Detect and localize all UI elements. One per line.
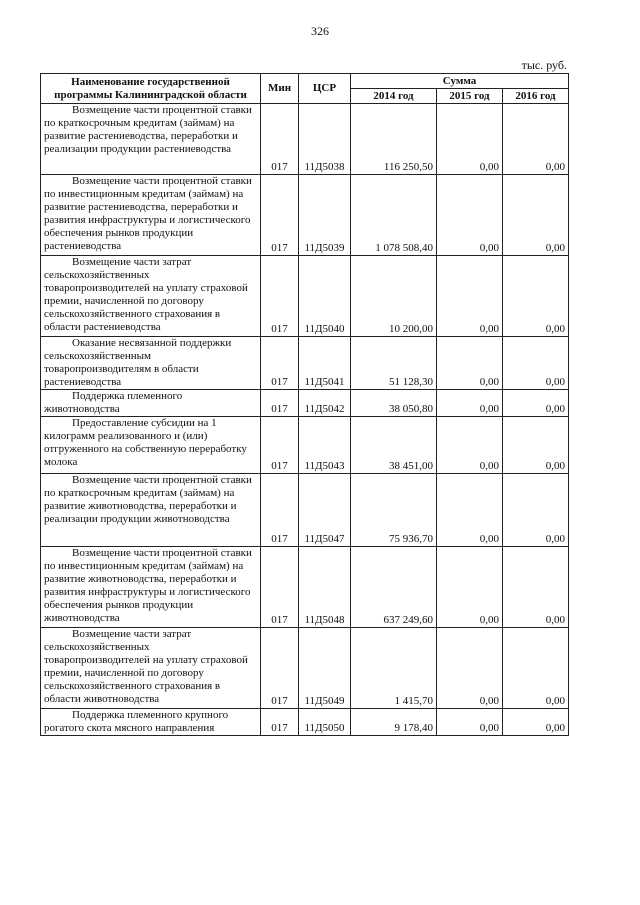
row-2014: 1 415,70 [351,628,437,709]
row-min: 017 [261,104,299,175]
header-2014: 2014 год [351,89,437,104]
row-csr: 11Д5038 [299,104,351,175]
row-csr: 11Д5048 [299,547,351,628]
row-2015: 0,00 [437,390,503,417]
row-name: Предоставление субсидии на 1 килограмм реализованного и (или) отгруженного на собственную переработку молока [41,417,261,474]
header-name: Наименование государственной программы Калининградской области [41,74,261,104]
row-2016: 0,00 [503,256,569,337]
row-2015: 0,00 [437,175,503,256]
row-2014: 9 178,40 [351,709,437,736]
row-csr: 11Д5041 [299,337,351,390]
budget-table [40,73,569,736]
table-row [41,337,569,390]
row-name: Возмещение части затрат сельскохозяйственных товаропроизводителей на уплату страховой премии, начисленной по договору сельскохозяйственного страхования в области растениеводства [41,256,261,337]
row-2015: 0,00 [437,337,503,390]
table-row [41,390,569,417]
row-2016: 0,00 [503,474,569,547]
table-row [41,256,569,337]
row-2016: 0,00 [503,547,569,628]
row-2015: 0,00 [437,547,503,628]
row-2014: 1 078 508,40 [351,175,437,256]
row-2014: 38 050,80 [351,390,437,417]
table-row [41,628,569,709]
row-2014: 637 249,60 [351,547,437,628]
page-number: 326 [311,24,329,38]
row-name: Поддержка племенного крупного рогатого скота мясного направления [41,709,261,736]
row-2016: 0,00 [503,175,569,256]
row-min: 017 [261,474,299,547]
row-2016: 0,00 [503,337,569,390]
row-name: Возмещение части процентной ставки по краткосрочным кредитам (займам) на развитие животноводства, переработки и реализации продукции животноводства [41,474,261,547]
row-2016: 0,00 [503,417,569,474]
row-2015: 0,00 [437,256,503,337]
row-min: 017 [261,256,299,337]
row-csr: 11Д5039 [299,175,351,256]
row-2015: 0,00 [437,709,503,736]
row-min: 017 [261,337,299,390]
row-2016: 0,00 [503,628,569,709]
row-name: Оказание несвязанной поддержки сельскохозяйственным товаропроизводителям в области растениеводства [41,337,261,390]
row-2014: 10 200,00 [351,256,437,337]
row-2014: 75 936,70 [351,474,437,547]
row-2015: 0,00 [437,628,503,709]
row-2015: 0,00 [437,474,503,547]
row-min: 017 [261,628,299,709]
table-row [41,474,569,547]
header-2016: 2016 год [503,89,569,104]
table-row [41,709,569,736]
row-2014: 38 451,00 [351,417,437,474]
row-name: Возмещение части процентной ставки по краткосрочным кредитам (займам) на развитие растениеводства, переработки и реализации продукции растениеводства [41,104,261,175]
row-2016: 0,00 [503,390,569,417]
table-row [41,175,569,256]
units-label: тыс. руб. [521,58,567,72]
row-csr: 11Д5040 [299,256,351,337]
row-min: 017 [261,709,299,736]
row-2015: 0,00 [437,417,503,474]
header-csr: ЦСР [299,74,351,104]
row-csr: 11Д5042 [299,390,351,417]
row-name: Поддержка племенного животноводства [41,390,261,417]
row-name: Возмещение части процентной ставки по инвестиционным кредитам (займам) на развитие животноводства, переработки и развития инфраструктуры и логистического обеспечения рынков продукции животноводства [41,547,261,628]
header-sum: Сумма [351,74,569,89]
row-csr: 11Д5050 [299,709,351,736]
row-min: 017 [261,417,299,474]
table-row [41,104,569,175]
row-2016: 0,00 [503,104,569,175]
table-row [41,547,569,628]
row-2014: 51 128,30 [351,337,437,390]
header-min: Мин [261,74,299,104]
row-min: 017 [261,390,299,417]
row-name: Возмещение части затрат сельскохозяйственных товаропроизводителей на уплату страховой премии, начисленной по договору сельскохозяйственного страхования в области животноводства [41,628,261,709]
row-csr: 11Д5047 [299,474,351,547]
row-csr: 11Д5049 [299,628,351,709]
header-2015: 2015 год [437,89,503,104]
table-row [41,417,569,474]
row-2016: 0,00 [503,709,569,736]
row-min: 017 [261,547,299,628]
row-csr: 11Д5043 [299,417,351,474]
row-2015: 0,00 [437,104,503,175]
row-2014: 116 250,50 [351,104,437,175]
row-min: 017 [261,175,299,256]
row-name: Возмещение части процентной ставки по инвестиционным кредитам (займам) на развитие растениеводства, переработки и развития инфраструктуры и логистического обеспечения рынков продукции растениеводства [41,175,261,256]
